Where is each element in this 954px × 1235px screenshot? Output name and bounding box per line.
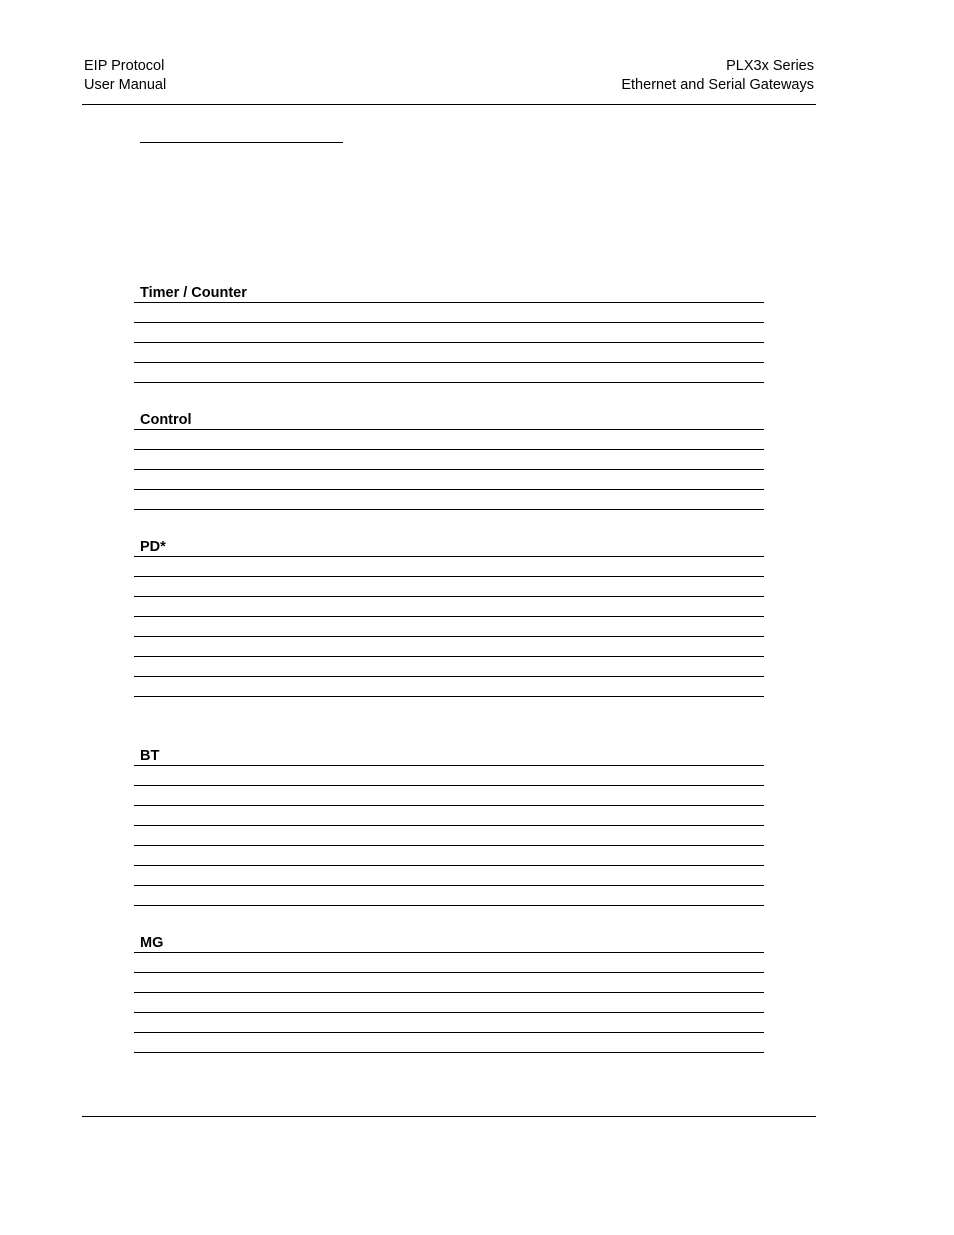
table-row — [134, 886, 764, 906]
table-row — [134, 806, 764, 826]
section-timer-counter — [134, 283, 764, 383]
section-title: BT — [134, 746, 764, 766]
section-mg — [134, 933, 764, 1053]
table-row — [134, 303, 764, 323]
table-row — [134, 973, 764, 993]
footer-divider — [82, 1116, 816, 1117]
table-row — [134, 786, 764, 806]
header-doc-title: EIP Protocol — [84, 58, 165, 74]
header-doc-type: User Manual — [84, 77, 167, 93]
table-row — [134, 597, 764, 617]
table-row — [134, 577, 764, 597]
header-product-desc: Ethernet and Serial Gateways — [621, 77, 814, 93]
heading-underline — [140, 142, 343, 143]
header-divider — [82, 104, 816, 105]
table-row — [134, 490, 764, 510]
table-row — [134, 617, 764, 637]
section-title: PD* — [134, 537, 764, 557]
table-row — [134, 363, 764, 383]
table-row — [134, 657, 764, 677]
header-left — [84, 57, 166, 95]
header-product-series: PLX3x Series — [726, 58, 814, 74]
table-row — [134, 1013, 764, 1033]
table-row — [134, 450, 764, 470]
table-row — [134, 470, 764, 490]
header-right — [621, 57, 814, 95]
table-row — [134, 343, 764, 363]
table-row — [134, 1033, 764, 1053]
table-row — [134, 993, 764, 1013]
table-row — [134, 826, 764, 846]
table-row — [134, 557, 764, 577]
section-title: MG — [134, 933, 764, 953]
table-row — [134, 766, 764, 786]
table-row — [134, 323, 764, 343]
section-pd — [134, 537, 764, 697]
section-title: Timer / Counter — [134, 283, 764, 303]
table-row — [134, 677, 764, 697]
table-row — [134, 846, 764, 866]
section-control — [134, 410, 764, 510]
table-row — [134, 866, 764, 886]
section-title: Control — [134, 410, 764, 430]
table-row — [134, 953, 764, 973]
table-row — [134, 637, 764, 657]
table-row — [134, 430, 764, 450]
section-bt — [134, 746, 764, 906]
